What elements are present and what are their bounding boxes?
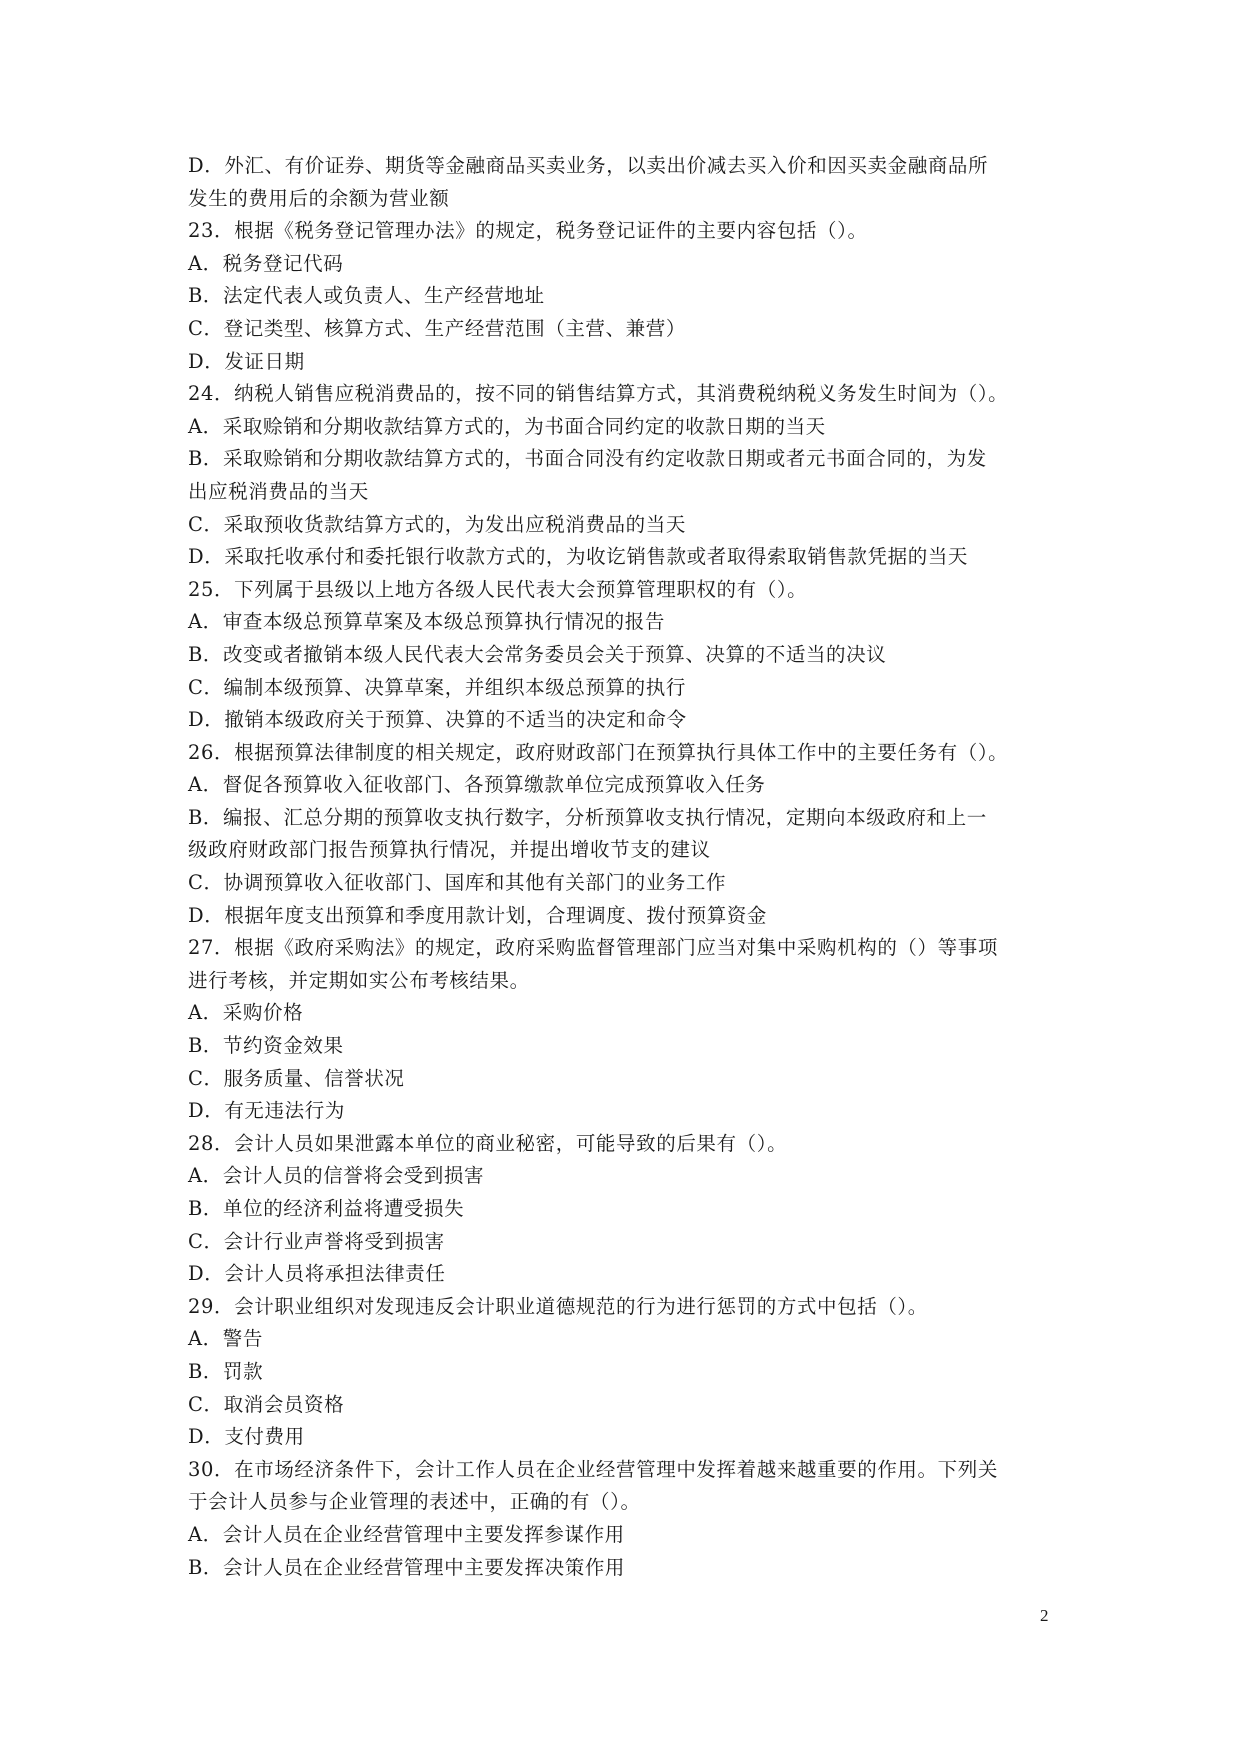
option-line: C．登记类型、核算方式、生产经营范围（主营、兼营） bbox=[188, 316, 686, 340]
option-line: B．会计人员在企业经营管理中主要发挥决策作用 bbox=[188, 1555, 626, 1579]
option-line: C．会计行业声誉将受到损害 bbox=[188, 1229, 445, 1253]
question-24: 24．纳税人销售应税消费品的，按不同的销售结算方式，其消费税纳税义务发生时间为（）。 bbox=[188, 382, 1009, 406]
option-line: D．根据年度支出预算和季度用款计划，合理调度、拨付预算资金 bbox=[188, 903, 768, 927]
option-line: C．编制本级预算、决算草案，并组织本级总预算的执行 bbox=[188, 675, 686, 699]
option-line: D．会计人员将承担法律责任 bbox=[188, 1262, 446, 1286]
question-23: 23．根据《税务登记管理办法》的规定，税务登记证件的主要内容包括（）。 bbox=[188, 219, 868, 243]
text-line: 级政府财政部门报告预算执行情况，并提出增收节支的建议 bbox=[188, 838, 711, 862]
text-line: 发生的费用后的余额为营业额 bbox=[188, 186, 450, 210]
option-line: B．罚款 bbox=[188, 1359, 264, 1383]
text-line: 出应税消费品的当天 bbox=[188, 479, 369, 503]
question-28: 28．会计人员如果泄露本单位的商业秘密，可能导致的后果有（）。 bbox=[188, 1131, 788, 1155]
option-line: A．税务登记代码 bbox=[188, 251, 344, 275]
option-line: D．有无违法行为 bbox=[188, 1099, 345, 1123]
question-27: 27．根据《政府采购法》的规定，政府采购监督管理部门应当对集中采购机构的（）等事项 bbox=[188, 936, 998, 960]
question-25: 25．下列属于县级以上地方各级人民代表大会预算管理职权的有（）。 bbox=[188, 577, 808, 601]
option-line: B．节约资金效果 bbox=[188, 1034, 344, 1058]
option-line: A．采取赊销和分期收款结算方式的，为书面合同约定的收款日期的当天 bbox=[188, 414, 826, 438]
text-line: 进行考核，并定期如实公布考核结果。 bbox=[188, 968, 530, 992]
text-line: D．外汇、有价证券、期货等金融商品买卖业务，以卖出价减去买入价和因买卖金融商品所 bbox=[188, 154, 989, 177]
option-line: C．取消会员资格 bbox=[188, 1392, 345, 1416]
option-line: B．编报、汇总分期的预算收支执行数字，分析预算收支执行情况，定期向本级政府和上一 bbox=[188, 805, 987, 829]
text-line: 于会计人员参与企业管理的表述中，正确的有（）。 bbox=[188, 1490, 641, 1514]
question-29: 29．会计职业组织对发现违反会计职业道德规范的行为进行惩罚的方式中包括（）。 bbox=[188, 1294, 928, 1318]
option-line: A．警告 bbox=[188, 1327, 263, 1351]
option-line: D．支付费用 bbox=[188, 1425, 305, 1449]
option-line: A．采购价格 bbox=[188, 1001, 304, 1025]
option-line: A．会计人员的信誉将会受到损害 bbox=[188, 1164, 485, 1188]
option-line: C．采取预收货款结算方式的，为发出应税消费品的当天 bbox=[188, 512, 686, 536]
option-line: D．采取托收承付和委托银行收款方式的，为收讫销售款或者取得索取销售款凭据的当天 bbox=[188, 545, 969, 569]
option-line: A．审查本级总预算草案及本级总预算执行情况的报告 bbox=[188, 610, 665, 634]
option-line: A．督促各预算收入征收部门、各预算缴款单位完成预算收入任务 bbox=[188, 773, 766, 797]
option-line: C．服务质量、信誉状况 bbox=[188, 1066, 405, 1090]
option-line: B．采取赊销和分期收款结算方式的，书面合同没有约定收款日期或者元书面合同的，为发 bbox=[188, 447, 987, 471]
page-body bbox=[188, 150, 1058, 1584]
option-line: A．会计人员在企业经营管理中主要发挥参谋作用 bbox=[188, 1522, 625, 1546]
option-line: B．法定代表人或负责人、生产经营地址 bbox=[188, 284, 545, 308]
option-line: B．改变或者撤销本级人民代表大会常务委员会关于预算、决算的不适当的决议 bbox=[188, 642, 887, 666]
option-line: C．协调预算收入征收部门、国库和其他有关部门的业务工作 bbox=[188, 871, 727, 895]
question-30: 30．在市场经济条件下，会计工作人员在企业经营管理中发挥着越来越重要的作用。下列关 bbox=[188, 1457, 998, 1481]
option-line: D．撤销本级政府关于预算、决算的不适当的决定和命令 bbox=[188, 708, 687, 732]
page-number: 2 bbox=[1040, 1606, 1049, 1625]
question-26: 26．根据预算法律制度的相关规定，政府财政部门在预算执行具体工作中的主要任务有（）。 bbox=[188, 740, 1009, 764]
option-line: D．发证日期 bbox=[188, 349, 305, 373]
option-line: B．单位的经济利益将遭受损失 bbox=[188, 1197, 465, 1220]
